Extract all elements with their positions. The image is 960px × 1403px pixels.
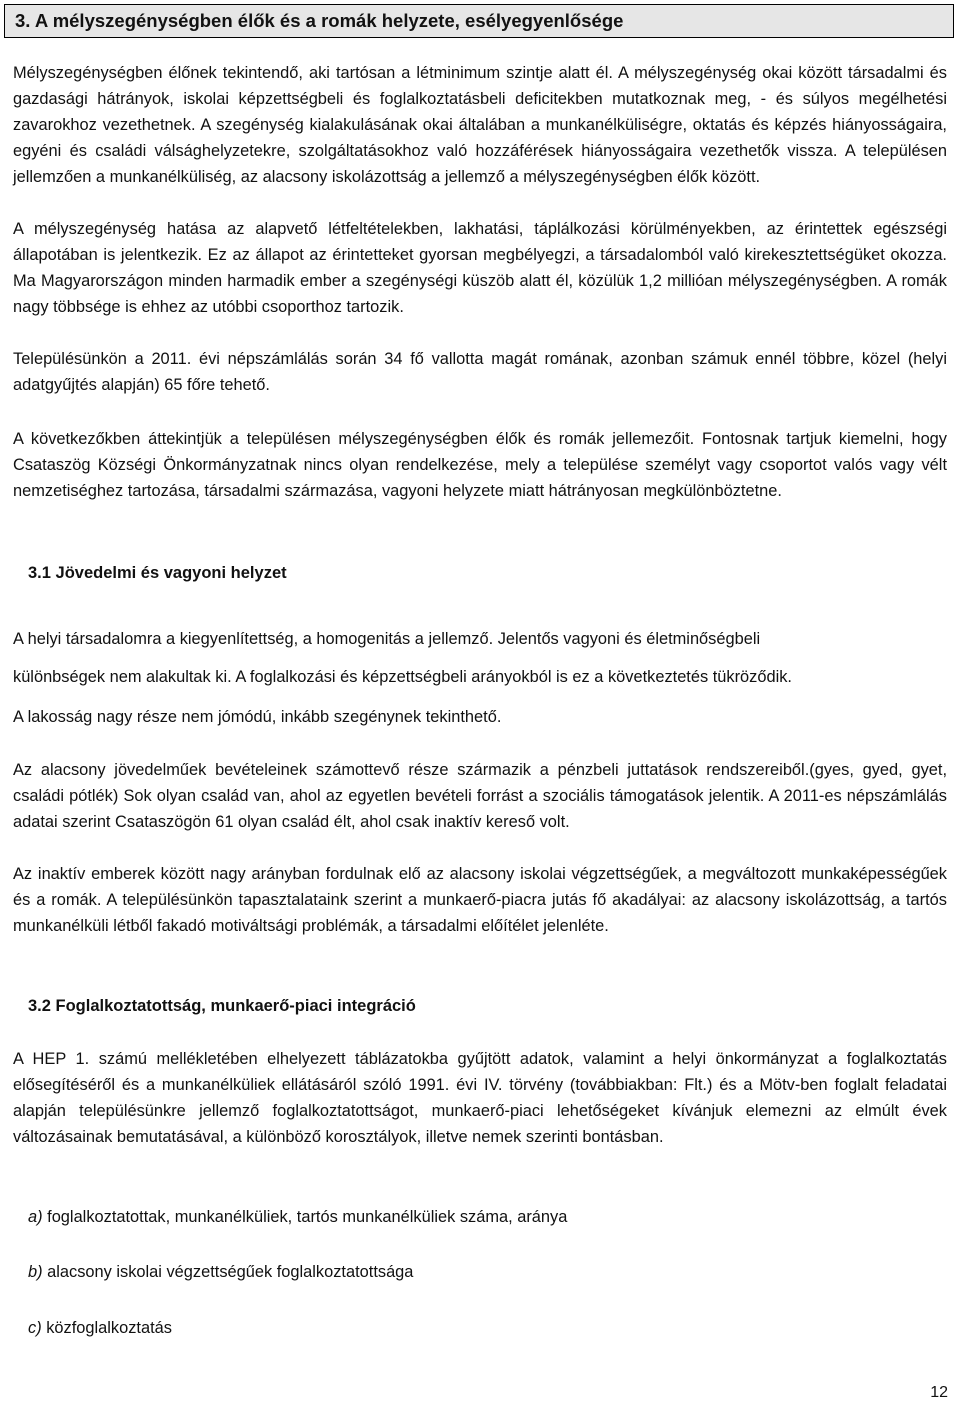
subsection-title-3-1: 3.1 Jövedelmi és vagyoni helyzet — [28, 564, 287, 582]
list-item-text: közfoglalkoztatás — [46, 1319, 172, 1337]
list-item-text: alacsony iskolai végzettségűek foglalkoztatottsága — [47, 1263, 414, 1281]
paragraph-effects: A mélyszegénység hatása az alapvető létfeltételekben, lakhatási, táplálkozási körülményekben, az érintettek egészségi állapotában is jelentkezik. Ez az állapot az érintetteket gyorsan megbélyegzi, a társadalomból való kirekesztettségüket okozza. Ma Magyarországon minden harmadik ember a szegénységi küszöb alatt él, közülük 1,2 millióan mélyszegénységben. A romák nagy többsége is ehhez az utóbbi csoporthoz tartozik. — [13, 220, 947, 316]
paragraph-balance-2: különbségek nem alakultak ki. A foglalkozási és képzettségbeli arányokból is ez a következtetés tükröződik. — [13, 668, 792, 686]
list-item-label: c) — [28, 1319, 42, 1337]
list-item — [28, 1204, 567, 1230]
paragraph-wealth: A lakosság nagy része nem jómódú, inkább szegénynek tekinthető. — [13, 708, 502, 726]
list-item-label: a) — [28, 1208, 43, 1226]
list-item-text: foglalkoztatottak, munkanélküliek, tartós munkanélküliek száma, aránya — [47, 1208, 568, 1226]
list-item-label: b) — [28, 1263, 43, 1281]
paragraph-balance-1: A helyi társadalomra a kiegyenlítettség, a homogenitás a jellemző. Jelentős vagyoni és életminőségbeli — [13, 630, 761, 648]
paragraph-inactive: Az inaktív emberek között nagy arányban fordulnak elő az alacsony iskolai végzettségűek, a megváltozott munkaképességűek és a romák. A településünkön tapasztalataink szerint a munkaerő-piacra jutás fő akadályai: az alacsony iskolázottság, a tartós munkanélküli létből fakadó motiváltsági problémák, a társadalmi előítélet jelenléte. — [13, 865, 947, 935]
paragraph-overview: A következőkben áttekintjük a településen mélyszegénységben élők és romák jellemezőit. Fontosnak tartjuk kiemelni, hogy Csataszög Községi Önkormányzatnak nincs olyan rendelkezése, mely a települése személyt vagy csoportot valós vagy vélt nemzetiséghez tartozása, társadalmi származása, vagyoni helyzete miatt hátrányosan megkülönböztetne. — [13, 430, 947, 500]
paragraph-census: Településünkön a 2011. évi népszámlálás során 34 fő vallotta magát romának, azonban számuk ennél többre, közel (helyi adatgyűjtés alapján) 65 főre tehető. — [13, 350, 947, 394]
paragraph-intro: Mélyszegénységben élőnek tekintendő, aki tartósan a létminimum szintje alatt él. A mélyszegénység okai között társadalmi és gazdasági hátrányok, iskolai képzettségbeli és foglalkoztatásbeli deficitekben mutatkoznak meg, - és súlyos megélhetési zavarokhoz vezethetnek. A szegénység kialakulásának okai általában a munkanélküliségre, oktatás és képzés hiányosságaira, egyéni és családi válsághelyzetekre, szolgáltatásokhoz való hozzáférések hiányosságaira vezethetők vissza. A településen jellemzően a munkanélküliség, az alacsony iskolázottság a jellemző a mélyszegénységben élők között. — [13, 64, 947, 186]
list-item — [28, 1259, 413, 1285]
list-item — [28, 1315, 172, 1341]
subsection-title-3-2: 3.2 Foglalkoztatottság, munkaerő-piaci integráció — [28, 997, 416, 1015]
paragraph-income: Az alacsony jövedelműek bevételeinek számottevő része származik a pénzbeli juttatások rendszereiből.(gyes, gyed, gyet, családi pótlék) Sok olyan család van, ahol az egyetlen bevételi forrást a szociális támogatások jelentik. A 2011-es népszámlálás adatai szerint Csataszögön 61 olyan család élt, ahol csak inaktív kereső volt. — [13, 761, 947, 831]
section-heading: 3. A mélyszegénységben élők és a romák helyzete, esélyegyenlősége — [4, 4, 954, 38]
paragraph-hep: A HEP 1. számú mellékletében elhelyezett táblázatokba gyűjtött adatok, valamint a helyi önkormányzat a foglalkoztatás elősegítéséről és a munkanélküliek ellátásáról szóló 1991. évi IV. törvény (továbbiakban: Flt.) és a Mötv-ben foglalt feladatai alapján településünkre jellemző foglalkoztatottságot, munkaerő-piaci lehetőségeket kívánjuk elemezni az elmúlt évek változásainak bemutatásával, a különböző korosztályok, illetve nemek szerinti bontásban. — [13, 1050, 947, 1146]
page-number: 12 — [930, 1384, 948, 1401]
